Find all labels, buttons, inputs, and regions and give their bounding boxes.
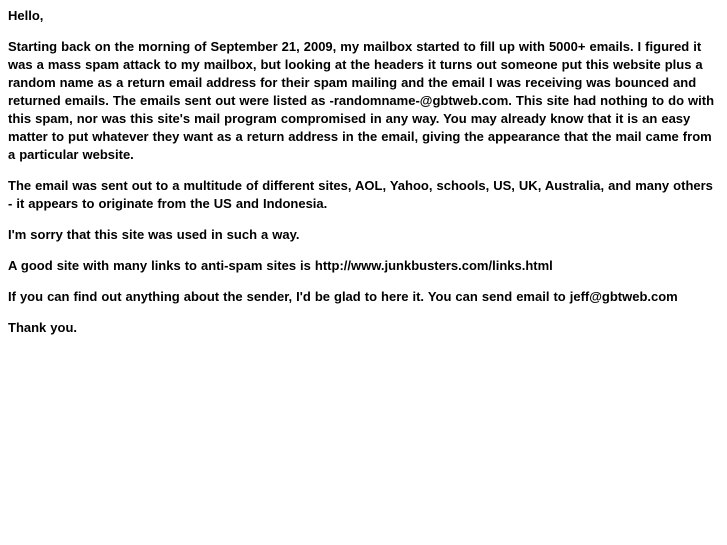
- greeting: Hello,: [8, 8, 44, 23]
- paragraph-spam-origin: The email was sent out to a multitude of different sites, AOL, Yahoo, schools, US, UK, Australia, and many others - it appears to originate from the US and Indonesia.: [8, 178, 713, 211]
- paragraph-anti-spam-link: A good site with many links to anti-spam sites is http://www.junkbusters.com/links.html: [8, 258, 553, 273]
- paragraph-spam-incident: Starting back on the morning of September 21, 2009, my mailbox started to fill up with 5000+ emails. I figured it was a mass spam attack to my mailbox, but looking at the headers it turns out someone put this website plus a random name as a return email address for their spam mailing and the email I was receiving was bounced and returned emails. The emails sent out were listed as -randomname-@gbtweb.com. This site had nothing to do with this spam, nor was this site's mail program compromised in any way. You may already know that it is an easy matter to put whatever they want as a return address in the email, giving the appearance that the mail came from a particular website.: [8, 39, 715, 162]
- paragraph-apology: I'm sorry that this site was used in such a way.: [8, 227, 300, 242]
- paragraph-contact: If you can find out anything about the sender, I'd be glad to here it. You can send email to jeff@gbtweb.com: [8, 289, 678, 304]
- sign-off: Thank you.: [8, 320, 78, 335]
- message-body: [8, 7, 720, 350]
